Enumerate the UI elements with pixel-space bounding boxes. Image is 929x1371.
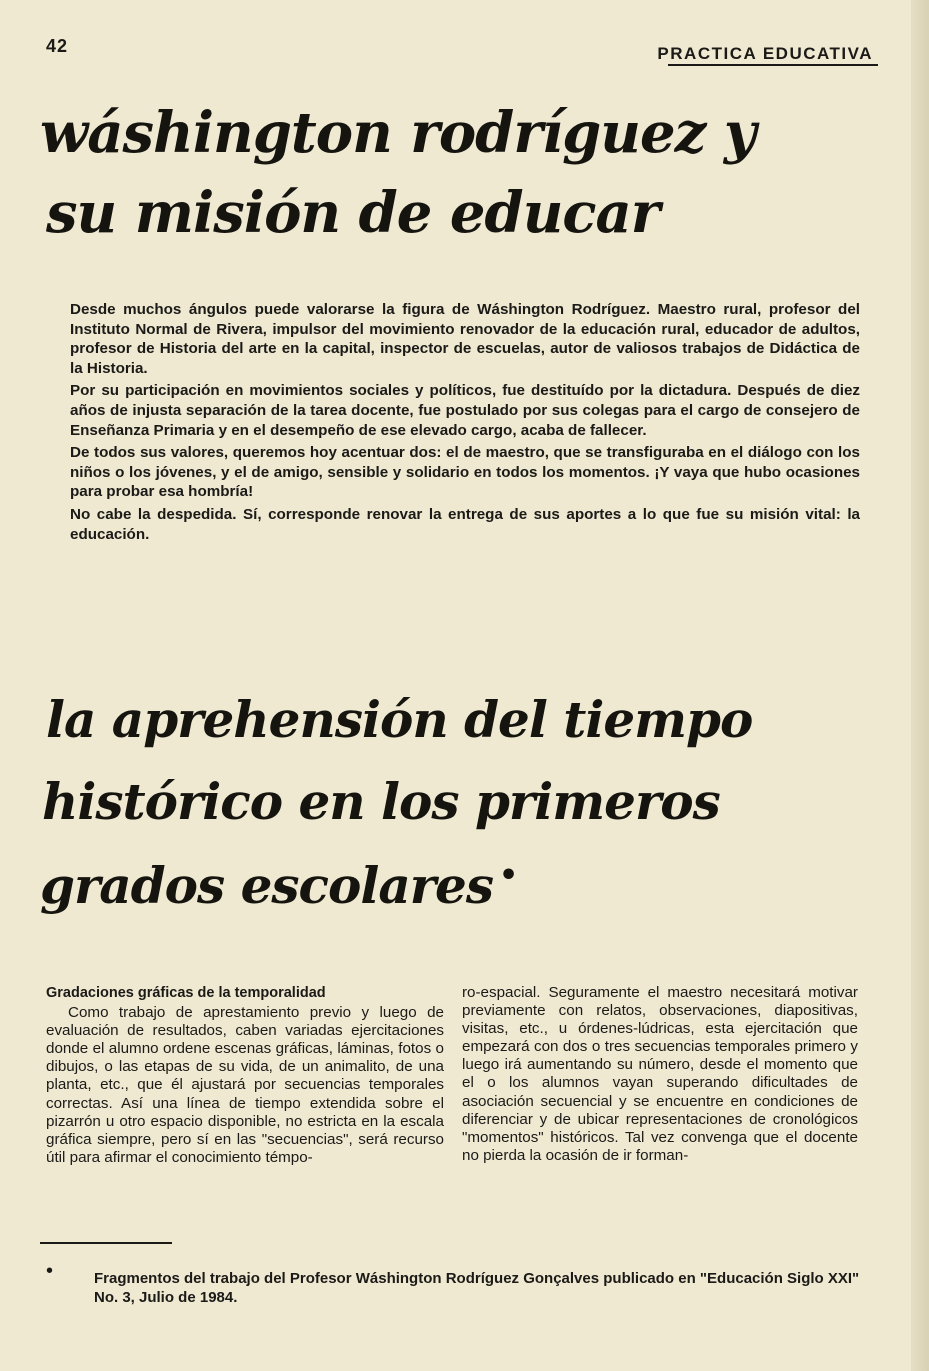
- footnote-marker: •: [499, 858, 518, 894]
- article2-left-column: [46, 984, 444, 1167]
- article2-right-text: ro-espacial. Seguramente el maestro necesitará motivar previamente con relatos, observaciones, diapositivas, visitas, etc., u órdenes-lúdricas, esta ejercitación que empezará con dos o tres secuencias temporales primero y luego irá aumentando su número, desde el momento que el o los alumnos vayan superando dificultades de asociación secuencial y se encuentre en condiciones de diferenciar y de ubicar representaciones de cronológicos "momentos" históricos. Tal vez convenga que el docente no pierda la ocasión de ir forman-: [462, 984, 858, 1164]
- footnote-bullet: •: [46, 1260, 54, 1282]
- article2-title-line1: la aprehensión del tiempo: [46, 690, 753, 749]
- header-rule: [668, 64, 878, 66]
- article2-title-line3-text: grados escolares: [40, 856, 494, 915]
- article1-title-line2: su misión de educar: [46, 180, 660, 246]
- article1-body: [70, 300, 860, 547]
- article1-paragraph: Por su participación en movimientos sociales y políticos, fue destituído por la dictadura. Después de diez años de injusta separación de la tarea docente, fue postulado por sus colegas para el cargo de consejero de Enseñanza Primaria y en el desempeño de ese elevado cargo, acaba de fallecer.: [70, 382, 860, 439]
- section-title: PRACTICA EDUCATIVA: [657, 44, 873, 63]
- article1-title-line1: wáshington rodríguez y: [40, 100, 756, 166]
- page-edge: [911, 0, 929, 1371]
- article2-subhead: Gradaciones gráficas de la temporalidad: [46, 985, 326, 1001]
- footnote-text: Fragmentos del trabajo del Profesor Wáshington Rodríguez Gonçalves publicado en "Educación Siglo XXI" No. 3, Julio de 1984.: [94, 1270, 860, 1306]
- article1-paragraph: Desde muchos ángulos puede valorarse la figura de Wáshington Rodríguez. Maestro rural, profesor del Instituto Normal de Rivera, impulsor del movimiento renovador de la educación rural, educador de adultos, profesor de Historia del arte en la capital, inspector de escuelas, autor de valiosos trabajos de Didáctica de la Historia.: [70, 301, 860, 377]
- page-number: 42: [46, 36, 69, 56]
- article2-title-line2: histórico en los primeros: [42, 772, 720, 831]
- article2-right-column: [462, 984, 858, 1165]
- article1-paragraph: No cabe la despedida. Sí, corresponde renovar la entrega de sus aportes a lo que fue su misión vital: la educación.: [70, 505, 860, 543]
- article2-title-line3: [40, 856, 517, 915]
- article2-left-text: Como trabajo de aprestamiento previo y luego de evaluación de resultados, caben variadas ejercitaciones donde el alumno ordene escenas gráficas, láminas, fotos o dibujos, o las etapas de su vida, de un animalito, de una planta, etc., que él ajustará por secuencias temporales correctas. Así una línea de tiempo extendida sobre el pizarrón u otro espacio disponible, no estricta en la escala gráfica siempre, pero sí en las "secuencias", será recurso útil para afirmar el conocimiento témpo-: [46, 1004, 444, 1166]
- article1-paragraph: De todos sus valores, queremos hoy acentuar dos: el de maestro, que se transfiguraba en el diálogo con los niños o los jóvenes, y el de amigo, sensible y solidario en todos los momentos. ¡Y vaya que hubo ocasiones para probar esa hombría!: [70, 444, 860, 501]
- footnote-rule: [40, 1242, 172, 1244]
